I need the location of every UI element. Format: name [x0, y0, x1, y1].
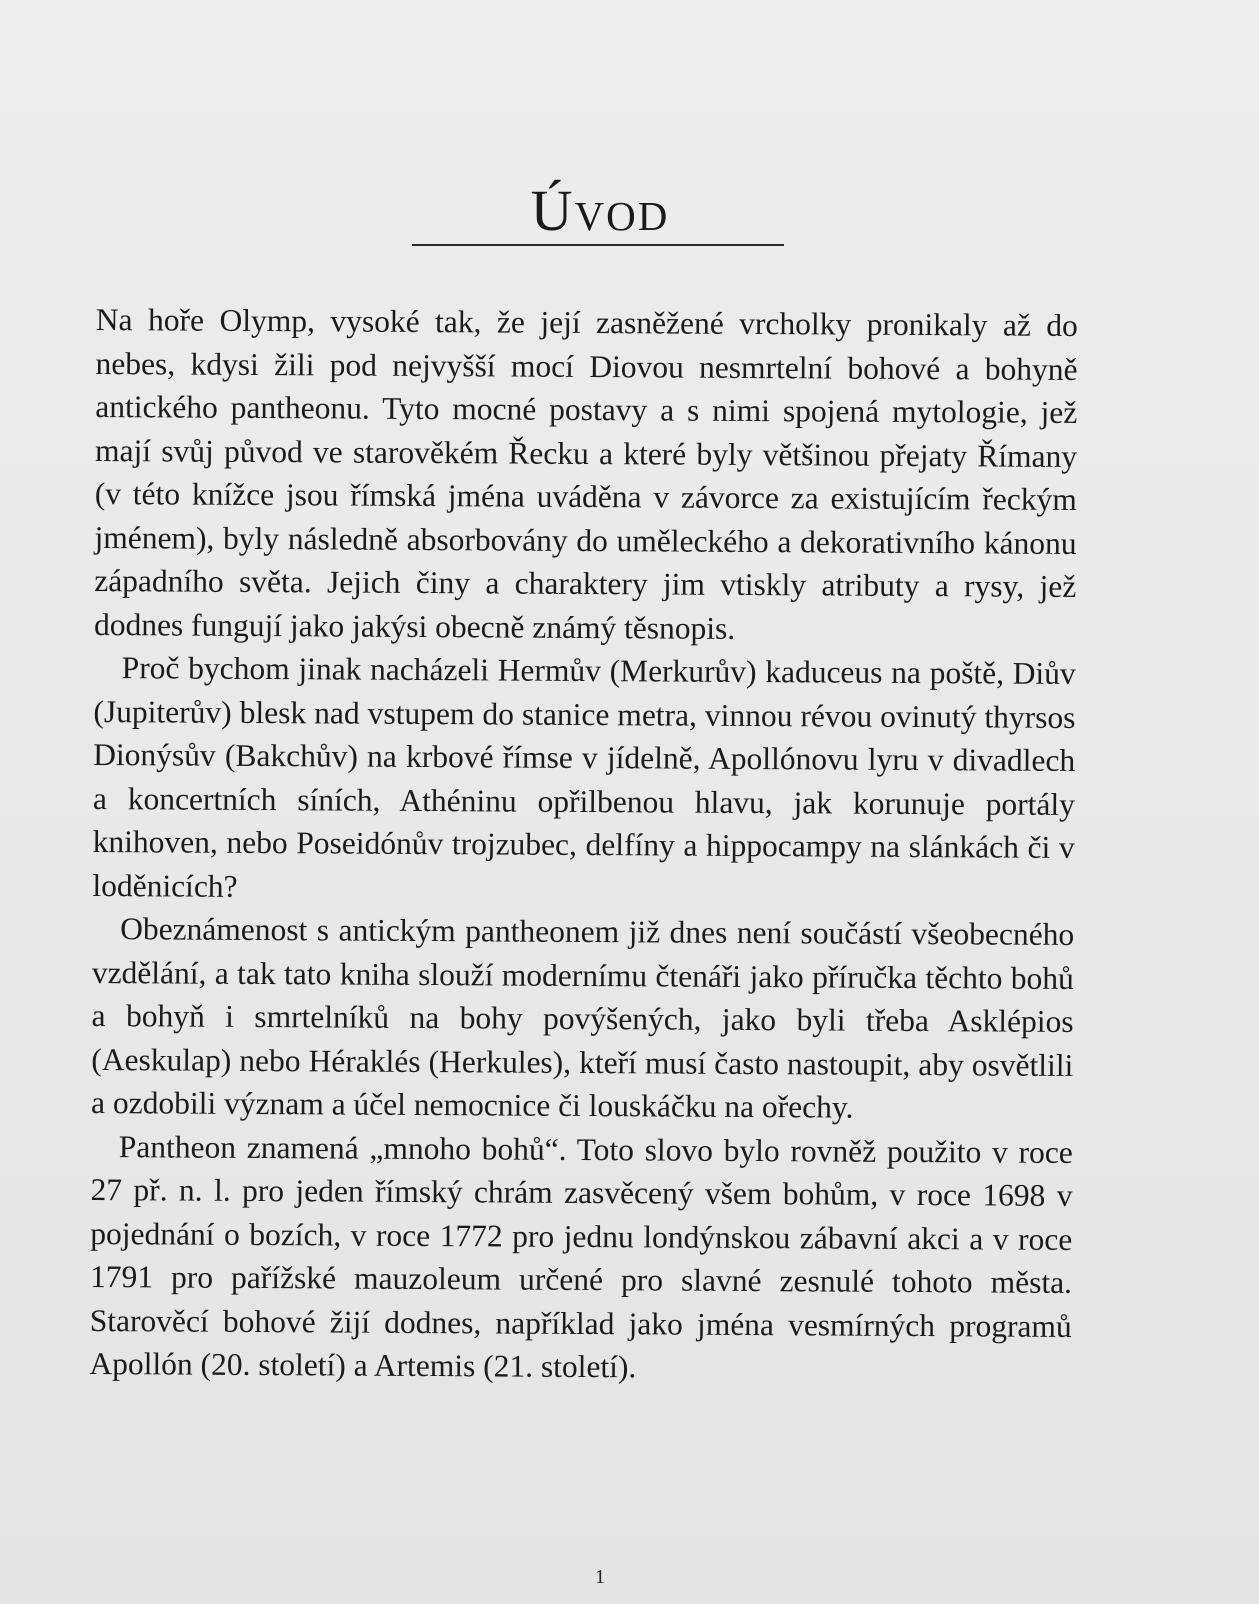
page-number: 1 — [595, 1566, 605, 1588]
paragraph-2: Proč bychom jinak nacházeli Hermův (Merkurův) kaduceus na poště, Diův (Jupiterův) blesk nad vstupem do stanice metra, vinnou révou ovinutý thyrsos Dionýsův (Bakchův) na krbové římse v jídelně, Apollónovu lyru v divadlech a koncertních síních, Athéninu opřilbenou hlavu, jak korunuje portály knihoven, nebo Poseidónův trojzubec, delfíny a hippocampy na slánkách či v loděnicích? — [92, 650, 1076, 904]
paragraph-4: Pantheon znamená „mnoho bohů“. Toto slovo bylo rovněž použito v roce 27 př. n. l. pro jeden římský chrám zasvěcený všem bohům, v roce 1698 v pojednání o bozích, v roce 1772 pro jednu londýnskou zábavní akci a v roce 1791 pro pařížské mauzoleum určené pro slavné zesnulé tohoto města. Starověcí bohové žijí dodnes, například jako jména vesmírných programů Apollón (20. století) a Artemis (21. století). — [89, 1128, 1073, 1385]
chapter-title: Úvod — [530, 177, 670, 243]
paragraph-3: Obeznámenost s antickým pantheonem již dnes není součástí všeobecného vzdělání, a tak tato kniha slouží modernímu čtenáři jako příručka těchto bohů a bohyň i smrtelníků na bohy povýšených, jako byli třeba Asklépios (Aeskulap) nebo Héraklés (Herkules), kteří musí často nastoupit, aby osvětlili a ozdobili význam a účel nemocnice či louskáčku na ořechy. — [90, 911, 1075, 1125]
body-text — [89, 298, 1078, 1391]
title-divider — [412, 244, 784, 246]
paragraph-1: Na hoře Olymp, vysoké tak, že její zasněžené vrcholky pronikaly až do nebes, kdysi žili pod nejvyšší mocí Diovou nesmrtelní bohové a bohyně antického pantheonu. Tyto mocné postavy a s nimi spojená mytologie, jež mají svůj původ ve starověkém Řecku a které byly většinou přejaty Římany (v této knížce jsou římská jména uváděna v závorce za existujícím řeckým jménem), byly následně absorbovány do uměleckého a dekorativního kánonu západního světa. Jejich činy a charaktery jim vtiskly atributy a rysy, jež dodnes fungují jako jakýsi obecně známý těsnopis. — [93, 301, 1078, 646]
